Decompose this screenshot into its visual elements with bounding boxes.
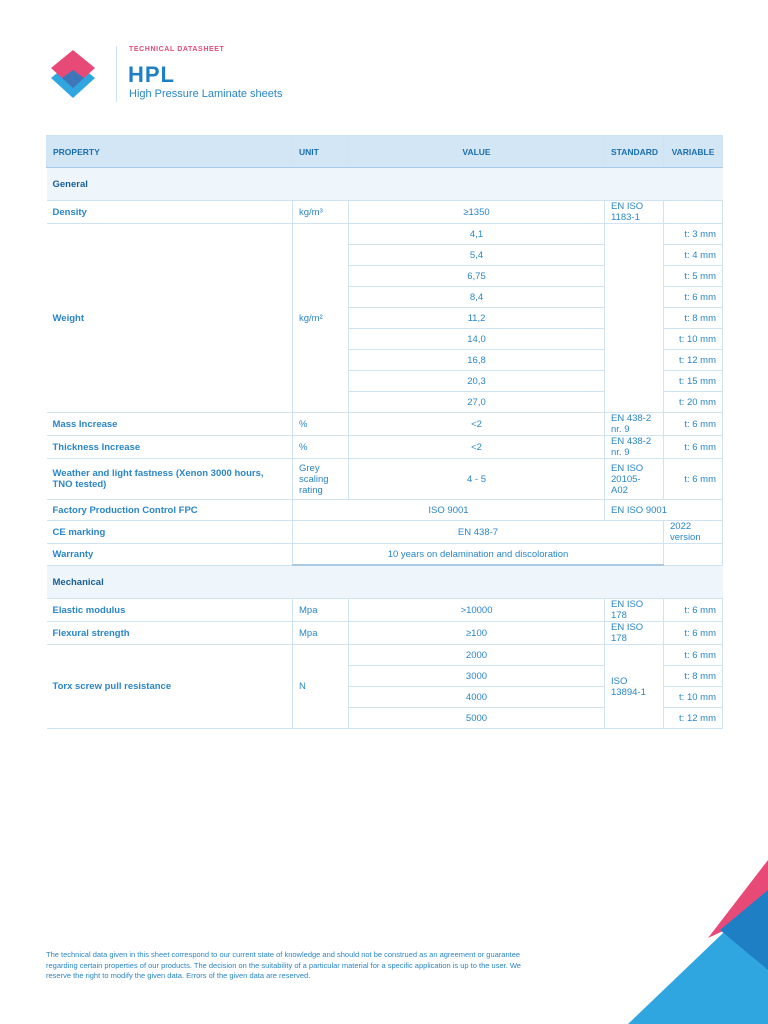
property-cell: CE marking [47,521,293,544]
value-cell: 11,2 [349,308,605,329]
value-cell: 8,4 [349,287,605,308]
variable-cell: t: 10 mm [664,687,723,708]
disclaimer-text: The technical data given in this sheet correspond to our current state of knowledge and should not be construed as an agreement or guarantee regarding certain properties of our products. The decision on the suitability of a particular material for a specific application is up to the user. We reserve the right to modify the given data. Errors of the given data are reserved. [46,950,521,980]
unit-cell: Mpa [293,599,349,622]
table-row [47,521,723,544]
property-cell: Weight [47,224,293,413]
corner-decoration-icon [628,860,768,1024]
document-subtitle: High Pressure Laminate sheets [129,88,283,100]
property-cell: Warranty [47,544,293,566]
unit-cell: N [293,645,349,729]
standard-cell: EN ISO 9001 [605,500,723,521]
value-cell: 16,8 [349,350,605,371]
value-cell: 20,3 [349,371,605,392]
table-row [47,500,723,521]
property-cell: Factory Production Control FPC [47,500,293,521]
value-cell: 4000 [349,687,605,708]
unit-cell: kg/m² [293,224,349,413]
variable-cell: t: 8 mm [664,308,723,329]
section-row [47,565,723,599]
value-cell: >10000 [349,599,605,622]
col-header-variable: VARIABLE [664,136,723,168]
property-cell: Torx screw pull resistance [47,645,293,729]
standard-cell: EN ISO 20105-A02 [605,459,664,500]
variable-cell: t: 6 mm [664,599,723,622]
col-header-unit: UNIT [293,136,349,168]
variable-cell: t: 15 mm [664,371,723,392]
table-row [47,436,723,459]
variable-cell: t: 8 mm [664,666,723,687]
table-row [47,201,723,224]
unit-cell: % [293,436,349,459]
standard-cell: EN ISO 1183-1 [605,201,664,224]
col-header-property: PROPERTY [47,136,293,168]
value-cell: ≥1350 [349,201,605,224]
value-cell: EN 438-7 [293,521,664,544]
unit-cell: Grey scaling rating [293,459,349,500]
variable-cell: t: 6 mm [664,287,723,308]
property-cell: Density [47,201,293,224]
spec-table [46,135,723,729]
variable-cell: t: 4 mm [664,245,723,266]
col-header-standard: STANDARD [605,136,664,168]
variable-cell: t: 5 mm [664,266,723,287]
value-cell: 4 - 5 [349,459,605,500]
value-cell: 5,4 [349,245,605,266]
value-cell: ≥100 [349,622,605,645]
table-row [47,544,723,566]
standard-cell: EN 438-2 nr. 9 [605,436,664,459]
table-row [47,413,723,436]
property-cell: Mass Increase [47,413,293,436]
value-cell: 4,1 [349,224,605,245]
table-row [47,599,723,622]
table-row [47,459,723,500]
value-cell: 27,0 [349,392,605,413]
col-header-value: VALUE [349,136,605,168]
variable-cell: t: 12 mm [664,350,723,371]
unit-cell: Mpa [293,622,349,645]
property-cell: Flexural strength [47,622,293,645]
section-row [47,168,723,201]
unit-cell: kg/m³ [293,201,349,224]
variable-cell: 2022 version [664,521,723,544]
value-cell: <2 [349,436,605,459]
standard-cell [605,224,664,413]
standard-cell: EN 438-2 nr. 9 [605,413,664,436]
standard-cell: EN ISO 178 [605,622,664,645]
variable-cell: t: 6 mm [664,436,723,459]
brand-logo-icon [48,48,98,100]
variable-cell: t: 20 mm [664,392,723,413]
property-cell: Elastic modulus [47,599,293,622]
section-general: General [47,168,723,201]
property-cell: Thickness Increase [47,436,293,459]
value-cell: 3000 [349,666,605,687]
value-cell: 10 years on delamination and discoloration [293,544,664,566]
header-divider [116,46,117,102]
standard-cell: ISO 13894-1 [605,645,664,729]
table-row [47,622,723,645]
variable-cell [664,544,723,566]
document-title: HPL [128,62,175,87]
unit-cell: % [293,413,349,436]
variable-cell: t: 6 mm [664,413,723,436]
table-row [47,224,723,245]
value-cell: 14,0 [349,329,605,350]
variable-cell: t: 3 mm [664,224,723,245]
property-cell: Weather and light fastness (Xenon 3000 hours, TNO tested) [47,459,293,500]
value-cell: 6,75 [349,266,605,287]
value-cell: <2 [349,413,605,436]
value-cell: 5000 [349,708,605,729]
variable-cell: t: 10 mm [664,329,723,350]
variable-cell [664,201,723,224]
variable-cell: t: 12 mm [664,708,723,729]
table-header-row [47,136,723,168]
table-row [47,645,723,666]
standard-cell: EN ISO 178 [605,599,664,622]
variable-cell: t: 6 mm [664,459,723,500]
variable-cell: t: 6 mm [664,622,723,645]
variable-cell: t: 6 mm [664,645,723,666]
value-cell: 2000 [349,645,605,666]
document-kicker: TECHNICAL DATASHEET [129,46,225,53]
value-cell: ISO 9001 [293,500,605,521]
section-mechanical: Mechanical [47,565,723,599]
